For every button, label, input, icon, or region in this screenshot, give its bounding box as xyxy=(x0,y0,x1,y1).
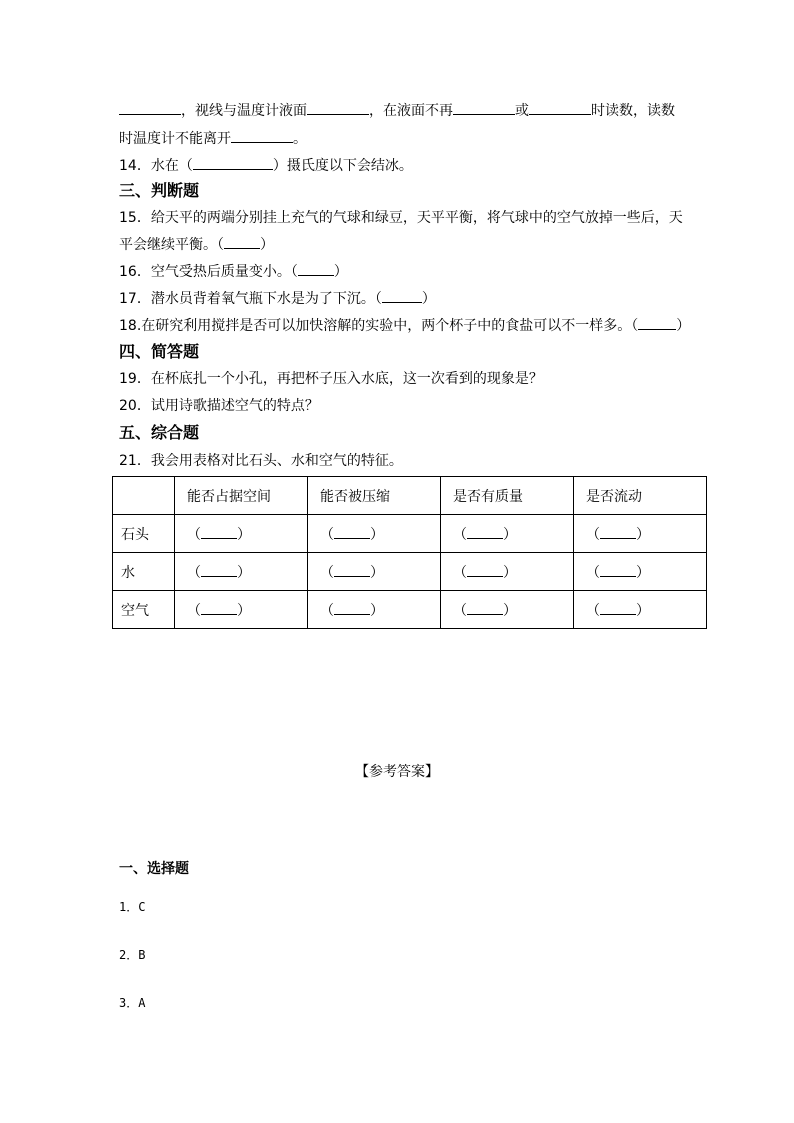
paren-close: ） xyxy=(503,526,517,543)
paren-close: ） xyxy=(237,564,251,581)
table-header-row xyxy=(113,477,707,515)
answer-blank xyxy=(307,100,369,115)
paren-open: （ xyxy=(187,564,201,581)
paren-close: ） xyxy=(370,564,384,581)
answer-blank xyxy=(600,564,636,577)
answer-blank xyxy=(334,602,370,615)
answer-blank xyxy=(382,288,422,303)
table-header-cell: 是否有质量 xyxy=(441,477,574,515)
q16-text-a: 16．空气受热后质量变小。（ xyxy=(119,264,298,280)
row-label: 水 xyxy=(113,553,175,591)
answer-cell xyxy=(175,591,308,629)
answer-blank xyxy=(119,100,181,115)
paren-open: （ xyxy=(320,564,334,581)
answer-cell xyxy=(574,553,707,591)
section-4-heading: 四、简答题 xyxy=(119,342,200,361)
answer-cell xyxy=(574,515,707,553)
answer-item: 3．A xyxy=(119,996,146,1010)
answer-cell xyxy=(175,515,308,553)
q20: 20．试用诗歌描述空气的特点？ xyxy=(119,398,319,414)
paren-open: （ xyxy=(453,602,467,619)
q13-line1 xyxy=(119,100,675,121)
q14-text-b: ）摄氏度以下会结冰。 xyxy=(272,158,413,174)
table-header-cell xyxy=(113,477,175,515)
paren-close: ） xyxy=(237,526,251,543)
q15-line1: 15．给天平的两端分别挂上充气的气球和绿豆，天平平衡，将气球中的空气放掉一些后，天 xyxy=(119,210,683,226)
paren-close: ） xyxy=(237,602,251,619)
section-3-heading: 三、判断题 xyxy=(119,181,200,200)
table-header-cell: 能否占据空间 xyxy=(175,477,308,515)
answer-blank xyxy=(600,526,636,539)
answer-cell xyxy=(175,553,308,591)
paren-open: （ xyxy=(586,564,600,581)
paren-open: （ xyxy=(187,526,201,543)
answer-key-title: 【参考答案】 xyxy=(355,764,439,780)
table-row xyxy=(113,553,707,591)
q18-text-b: ） xyxy=(676,318,691,334)
paren-open: （ xyxy=(586,602,600,619)
answer-blank xyxy=(224,234,260,249)
q18-text-a: 18.在研究利用搅拌是否可以加快溶解的实验中，两个杯子中的食盐可以不一样多。（ xyxy=(119,318,639,334)
answer-blank xyxy=(467,564,503,577)
q14 xyxy=(119,155,413,176)
q13-text-d: 时读数，读数 xyxy=(591,103,675,119)
answer-blank xyxy=(193,155,273,170)
table-header-cell: 能否被压缩 xyxy=(308,477,441,515)
answer-blank xyxy=(529,100,591,115)
q16-text-b: ） xyxy=(333,264,348,280)
answer-cell xyxy=(574,591,707,629)
q18 xyxy=(119,315,690,336)
q21: 21．我会用表格对比石头、水和空气的特征。 xyxy=(119,453,403,469)
paren-close: ） xyxy=(370,526,384,543)
paren-close: ） xyxy=(636,526,650,543)
answer-blank xyxy=(298,261,334,276)
answer-blank xyxy=(600,602,636,615)
table-header-cell: 是否流动 xyxy=(574,477,707,515)
q14-text-a: 14．水在（ xyxy=(119,158,193,174)
answer-cell xyxy=(441,515,574,553)
paren-open: （ xyxy=(320,602,334,619)
answer-blank xyxy=(467,602,503,615)
paren-close: ） xyxy=(503,564,517,581)
answer-section-1-heading: 一、选择题 xyxy=(119,861,189,877)
paren-open: （ xyxy=(453,564,467,581)
q13-text-a: ，视线与温度计液面 xyxy=(181,103,307,119)
answer-blank xyxy=(231,128,293,143)
answer-blank xyxy=(453,100,515,115)
comparison-table xyxy=(112,476,707,629)
q17-text-b: ） xyxy=(421,291,436,307)
answer-item: 1．C xyxy=(119,900,146,914)
q15-text-a: 平会继续平衡。（ xyxy=(119,237,224,253)
paren-open: （ xyxy=(586,526,600,543)
answer-item: 2．B xyxy=(119,948,146,962)
answer-blank xyxy=(201,526,237,539)
answer-blank xyxy=(467,526,503,539)
answer-cell xyxy=(441,591,574,629)
paren-open: （ xyxy=(320,526,334,543)
q19: 19．在杯底扎一个小孔，再把杯子压入水底，这一次看到的现象是？ xyxy=(119,371,543,387)
paren-close: ） xyxy=(636,564,650,581)
q15-text-b: ） xyxy=(260,237,274,253)
paren-close: ） xyxy=(636,602,650,619)
row-label: 空气 xyxy=(113,591,175,629)
q13-text-f: 。 xyxy=(293,131,307,147)
answer-blank xyxy=(201,564,237,577)
paren-open: （ xyxy=(453,526,467,543)
paren-close: ） xyxy=(503,602,517,619)
table-row xyxy=(113,591,707,629)
row-label: 石头 xyxy=(113,515,175,553)
answer-cell xyxy=(308,591,441,629)
q13-line2 xyxy=(119,128,307,149)
section-5-heading: 五、综合题 xyxy=(119,423,200,442)
answer-cell xyxy=(308,515,441,553)
answer-cell xyxy=(308,553,441,591)
q17-text-a: 17．潜水员背着氧气瓶下水是为了下沉。（ xyxy=(119,291,382,307)
q13-text-c: 或 xyxy=(515,103,529,119)
q16 xyxy=(119,261,348,282)
q15-line2 xyxy=(119,234,274,255)
q13-text-b: ，在液面不再 xyxy=(369,103,453,119)
q13-text-e: 时温度计不能离开 xyxy=(119,131,231,147)
table-row xyxy=(113,515,707,553)
answer-blank xyxy=(638,315,676,330)
q17 xyxy=(119,288,436,309)
answer-cell xyxy=(441,553,574,591)
paren-close: ） xyxy=(370,602,384,619)
answer-blank xyxy=(334,564,370,577)
answer-blank xyxy=(201,602,237,615)
paren-open: （ xyxy=(187,602,201,619)
answer-blank xyxy=(334,526,370,539)
